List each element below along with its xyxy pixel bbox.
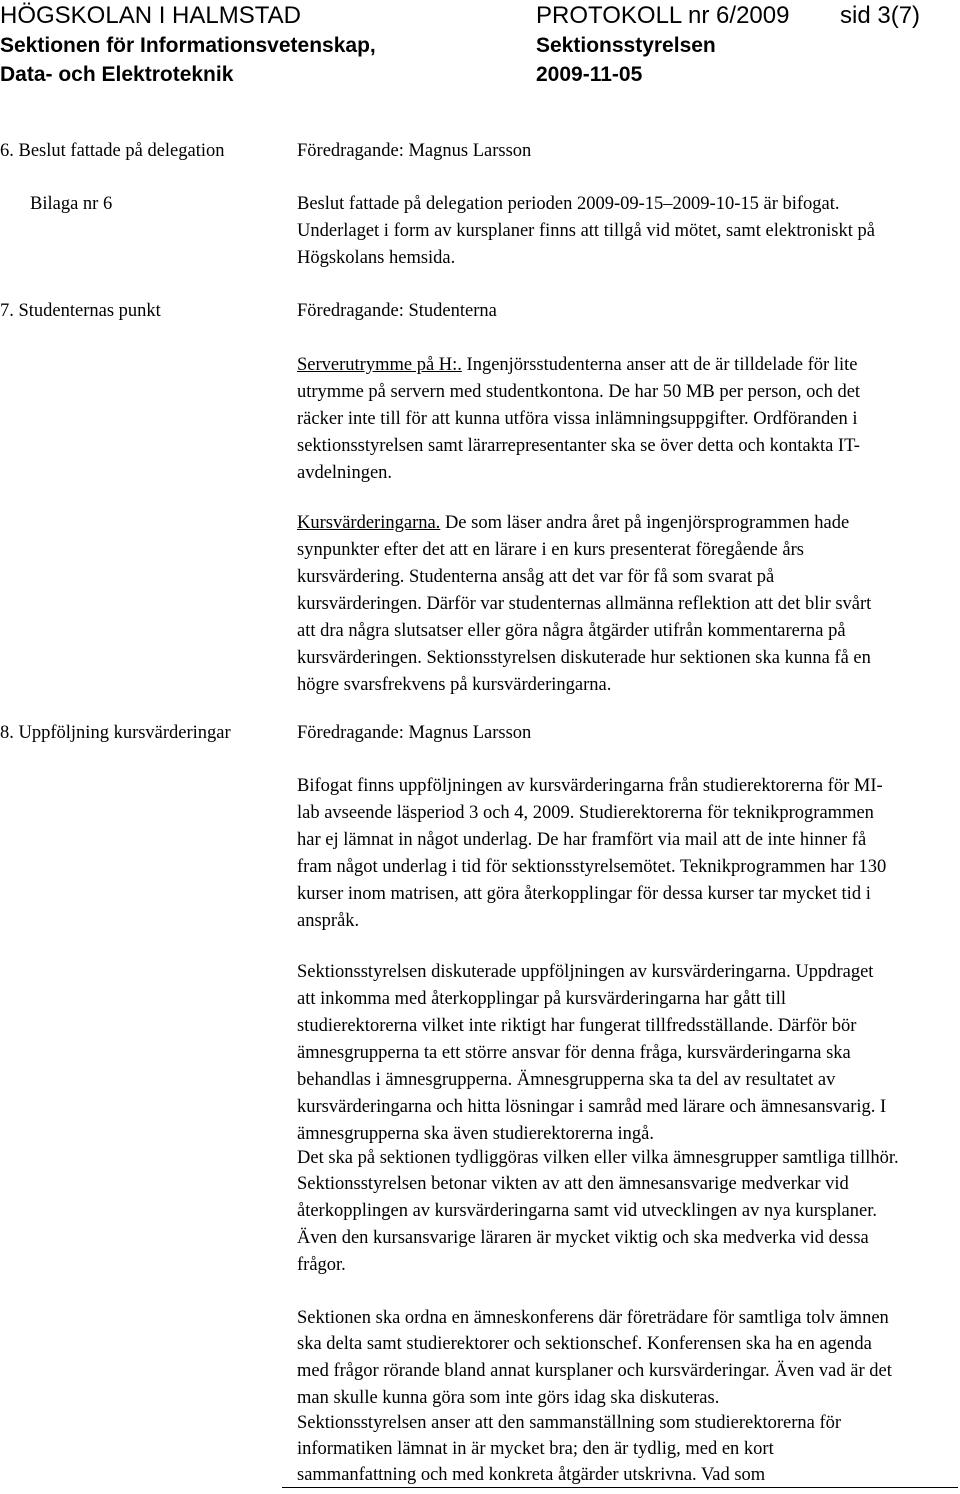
section-6-line: Beslut fattade på delegation perioden 2009-09-15–2009-10-15 är bifogat. xyxy=(297,194,840,214)
section-8-title: 8. Uppföljning kursvärderingar xyxy=(0,723,231,743)
section-8-para-2-line: Sektionsstyrelsen betonar vikten av att den ämnesansvarige medverkar vid xyxy=(297,1174,849,1194)
section-7-topic-2-line: kursvärderingen. Sektionsstyrelsen diskuterade hur sektionen ska kunna få en xyxy=(297,648,871,668)
section-8-para-2-line: att inkomma med återkopplingar på kursvärderingarna har gått till xyxy=(297,989,787,1009)
section-8-para-2-line: kursvärderingarna och hitta lösningar i samråd med lärare och ämnesansvarig. I xyxy=(297,1097,887,1117)
section-8-para-2-line: Det ska på sektionen tydliggöras vilken eller vilka ämnesgrupper samtliga tillhör. xyxy=(297,1148,899,1168)
section-8-para-2-line: återkopplingen av kursvärderingarna samt vid utvecklingen av nya kursplaner. xyxy=(297,1201,877,1221)
section-6-line: Underlaget i form av kursplaner finns att tillgå vid mötet, samt elektroniskt på xyxy=(297,221,875,241)
section-8-para-1-line: Bifogat finns uppföljningen av kursvärderingarna från studierektorerna för MI- xyxy=(297,776,883,796)
section-7-topic-1-line: utrymme på servern med studentkontona. De har 50 MB per person, och det xyxy=(297,382,861,402)
section-8-para-2-line: behandlas i ämnesgrupperna. Ämnesgrupperna ska ta del av resultatet av xyxy=(297,1070,836,1090)
protocol-number: PROTOKOLL nr 6/2009 xyxy=(536,2,790,29)
section-7-topic-1-line: sektionsstyrelsen samt lärarrepresentanter ska se över detta och kontakta IT- xyxy=(297,436,860,456)
section-8-para-1-line: anspråk. xyxy=(297,911,360,931)
section-7-title: 7. Studenternas punkt xyxy=(0,301,161,321)
section-7-topic-2-line: högre svarsfrekvens på kursvärderingarna. xyxy=(297,675,612,695)
section-8-para-3-line: Sektionen ska ordna en ämneskonferens där företrädare för samtliga tolv ämnen xyxy=(297,1308,889,1328)
section-8-presenter: Föredragande: Magnus Larsson xyxy=(297,723,532,743)
section-8-para-2-line: Sektionsstyrelsen diskuterade uppföljningen av kursvärderingarna. Uppdraget xyxy=(297,962,874,982)
section-8-para-2-line: ämnesgrupperna ska även studierektorerna ingå. xyxy=(297,1124,655,1144)
section-8-para-1-line: kurser inom matrisen, att göra återkopplingar för dessa kurser tar mycket tid i xyxy=(297,884,871,904)
section-7-topic-1-line: räcker inte till för att kunna utföra vissa inlämningsuppgifter. Ordföranden i xyxy=(297,409,858,429)
page-number: sid 3(7) xyxy=(840,2,921,29)
institution-name: HÖGSKOLAN I HALMSTAD xyxy=(0,2,301,29)
section-8-para-3-line: sammanfattning och med konkreta åtgärder utskrivna. Vad som xyxy=(297,1465,766,1485)
section-8-para-2-line: studierektorerna vilket inte riktigt har fungerat tillfredsställande. Därför bör xyxy=(297,1016,857,1036)
board-name: Sektionsstyrelsen xyxy=(536,34,716,57)
server-space-heading: Serverutrymme på H:. xyxy=(297,355,462,375)
department-line-1: Sektionen för Informationsvetenskap, xyxy=(0,34,376,57)
section-8-para-3-line: Sektionsstyrelsen anser att den sammanställning som studierektorerna för xyxy=(297,1413,842,1433)
footer-rule xyxy=(282,1487,958,1488)
section-8-para-3-line: ska delta samt studierektorer och sektionschef. Konferensen ska ha en agenda xyxy=(297,1334,872,1354)
section-7-topic-2-line: synpunkter efter det att en lärare i en kurs presenterat föregående års xyxy=(297,540,804,560)
section-6-presenter: Föredragande: Magnus Larsson xyxy=(297,141,532,161)
section-8-para-1-line: lab avseende läsperiod 3 och 4, 2009. Studierektorerna för teknikprogrammen xyxy=(297,803,874,823)
section-8-para-3-line: informatiken lämnat in är mycket bra; den är tydlig, med en kort xyxy=(297,1439,774,1459)
department-line-2: Data- och Elektroteknik xyxy=(0,63,234,86)
section-6-line: Högskolans hemsida. xyxy=(297,248,456,268)
section-6-title: 6. Beslut fattade på delegation xyxy=(0,141,225,161)
section-7-topic-2-line: kursvärderingen. Därför var studenternas allmänna reflektion att det blir svårt xyxy=(297,594,872,614)
section-8-para-2-line: ämnesgrupperna ta ett större ansvar för denna fråga, kursvärderingarna ska xyxy=(297,1043,851,1063)
section-8-para-2-line: Även den kursansvarige läraren är mycket viktig och ska medverka vid dessa xyxy=(297,1228,869,1248)
section-8-para-3-line: man skulle kunna göra som inte görs idag ska diskuteras. xyxy=(297,1388,720,1408)
section-7-topic-1-line: avdelningen. xyxy=(297,463,393,483)
section-6-attachment-label: Bilaga nr 6 xyxy=(30,194,113,214)
section-8-para-2-line: frågor. xyxy=(297,1255,346,1275)
section-7-topic-2-line: kursvärdering. Studenterna ansåg att det var för få som svarat på xyxy=(297,567,775,587)
section-7-topic-1-first-line: Serverutrymme på H:. Ingenjörsstudenterna anser att de är tilldelade för lite xyxy=(297,355,858,375)
section-7-topic-2-first-line: Kursvärderingarna. De som läser andra året på ingenjörsprogrammen hade xyxy=(297,513,850,533)
section-8-para-1-line: har ej lämnat in något underlag. De har framfört via mail att de inte hinner få xyxy=(297,830,867,850)
section-7-presenter: Föredragande: Studenterna xyxy=(297,301,497,321)
course-evaluations-heading: Kursvärderingarna. xyxy=(297,513,441,533)
meeting-date: 2009-11-05 xyxy=(536,63,643,86)
section-7-topic-2-line: att dra några slutsatser eller göra några åtgärder utifrån kommentarerna på xyxy=(297,621,846,641)
section-8-para-1-line: fram något underlag i tid för sektionsstyrelsemötet. Teknikprogrammen har 130 xyxy=(297,857,887,877)
section-8-para-3-line: med frågor rörande bland annat kursplaner och kursvärderingar. Även vad är det xyxy=(297,1361,892,1381)
